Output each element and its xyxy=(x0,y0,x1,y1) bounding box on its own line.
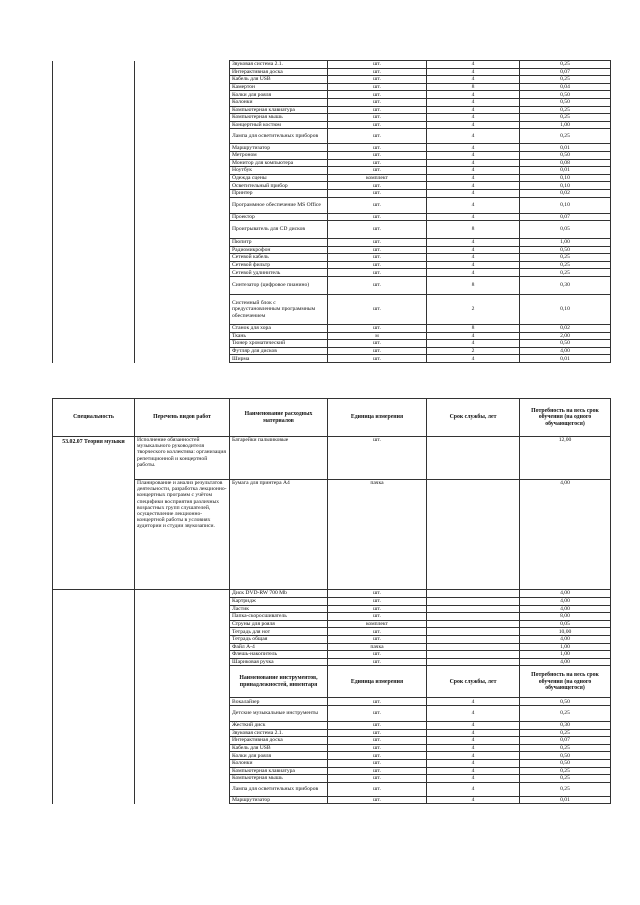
table-row xyxy=(53,775,611,783)
item-need: 0,05 xyxy=(520,620,611,628)
header-unit: Единица измерения xyxy=(328,666,427,698)
table-row xyxy=(53,605,611,613)
item-unit: шт. xyxy=(328,658,427,666)
item-unit: шт. xyxy=(328,61,427,69)
item-unit: шт. xyxy=(328,721,427,729)
item-need: 0,10 xyxy=(520,295,611,325)
item-life xyxy=(427,598,520,606)
item-life: 4 xyxy=(427,767,520,775)
item-life: 4 xyxy=(427,121,520,129)
item-need: 0,50 xyxy=(520,246,611,254)
item-name: Диск DVD-RW 700 Mb xyxy=(230,590,328,598)
item-need: 4,00 xyxy=(520,605,611,613)
item-unit: комплект xyxy=(328,174,427,182)
table-row xyxy=(53,91,611,99)
table-row xyxy=(53,76,611,84)
item-unit: пачка xyxy=(328,643,427,651)
item-need: 4,00 xyxy=(520,635,611,643)
item-need: 0,25 xyxy=(520,729,611,737)
table-row xyxy=(53,83,611,91)
item-unit: комплект xyxy=(328,620,427,628)
item-need: 0,25 xyxy=(520,269,611,277)
item-need: 0,01 xyxy=(520,796,611,804)
item-life xyxy=(427,643,520,651)
item-need: 0,25 xyxy=(520,775,611,783)
item-need: 0,25 xyxy=(520,254,611,262)
item-life: 4 xyxy=(427,752,520,760)
table-row xyxy=(53,613,611,621)
item-name: Осветительный прибор xyxy=(230,182,328,190)
item-name: Компьютерная мышь xyxy=(230,775,328,783)
item-need: 8,00 xyxy=(520,613,611,621)
item-life: 4 xyxy=(427,189,520,197)
item-need: 0,25 xyxy=(520,744,611,752)
item-unit: шт. xyxy=(328,340,427,348)
item-name: Жесткий диск xyxy=(230,721,328,729)
item-name: Лампа для осветительных приборов xyxy=(230,782,328,796)
item-name: Сетевой фильтр xyxy=(230,261,328,269)
item-unit: шт. xyxy=(328,239,427,247)
table-header-row xyxy=(53,399,611,437)
item-need: 0,50 xyxy=(520,340,611,348)
item-need: 0,25 xyxy=(520,767,611,775)
item-unit: шт. xyxy=(328,76,427,84)
item-life: 4 xyxy=(427,332,520,340)
table-row xyxy=(53,437,611,480)
table-row xyxy=(53,182,611,190)
table-row xyxy=(53,68,611,76)
specialty-code: 53.02.07 Теория музыки xyxy=(53,437,135,590)
material-name: Бумага для принтера А4 xyxy=(230,480,328,590)
item-life xyxy=(427,613,520,621)
item-name: Звуковая система 2.1. xyxy=(230,729,328,737)
item-need: 0,25 xyxy=(520,705,611,721)
item-life xyxy=(427,620,520,628)
item-life: 2 xyxy=(427,347,520,355)
item-unit: шт. xyxy=(328,796,427,804)
item-life: 4 xyxy=(427,744,520,752)
table-row xyxy=(53,106,611,114)
item-name: Сетевой удлинитель xyxy=(230,269,328,277)
item-need: 4,00 xyxy=(520,590,611,598)
item-unit: шт. xyxy=(328,782,427,796)
item-name: Тетрадь для нот xyxy=(230,628,328,636)
item-unit: шт. xyxy=(328,598,427,606)
item-need: 4,00 xyxy=(520,598,611,606)
table-row xyxy=(53,635,611,643)
item-life: 4 xyxy=(427,705,520,721)
item-need: 0,50 xyxy=(520,91,611,99)
item-name: Ластик xyxy=(230,605,328,613)
table-row xyxy=(53,332,611,340)
item-unit: шт. xyxy=(328,98,427,106)
table-row xyxy=(53,159,611,167)
item-name: Компьютерная клавиатура xyxy=(230,767,328,775)
equipment-table-continued xyxy=(52,60,611,363)
item-unit: шт. xyxy=(328,213,427,221)
material-unit: шт. xyxy=(328,437,427,480)
item-life: 4 xyxy=(427,98,520,106)
item-unit: шт. xyxy=(328,68,427,76)
item-life: 4 xyxy=(427,151,520,159)
item-need: 0,07 xyxy=(520,213,611,221)
item-name: Программное обеспечение MS Office xyxy=(230,197,328,213)
item-unit: шт. xyxy=(328,775,427,783)
table-row xyxy=(53,129,611,144)
item-unit: шт. xyxy=(328,182,427,190)
item-life: 2 xyxy=(427,295,520,325)
item-name: Интерактивная доска xyxy=(230,68,328,76)
item-life: 4 xyxy=(427,144,520,152)
item-name: Струны для рояля xyxy=(230,620,328,628)
header-need: Потребность на весь срок обучения (на одного обучающегося) xyxy=(520,666,611,698)
table-row xyxy=(53,61,611,69)
table-row xyxy=(53,114,611,122)
work-description-2: Планирование и анализ результатов деятельности, разработка лекционно-концертных программ с учётом специфики восприятия различных возрастных групп слушателей, осуществление лекционно-концертной работы в условиях аудитории и студии звукозаписи. xyxy=(135,480,230,590)
material-unit: пачка xyxy=(328,480,427,590)
item-need: 4,00 xyxy=(520,658,611,666)
table-row xyxy=(53,480,611,590)
item-unit: шт. xyxy=(328,129,427,144)
item-unit: шт. xyxy=(328,752,427,760)
item-need: 1,00 xyxy=(520,643,611,651)
item-unit: шт. xyxy=(328,698,427,706)
item-name: Проектор xyxy=(230,213,328,221)
item-need: 0,50 xyxy=(520,151,611,159)
table-row xyxy=(53,213,611,221)
table-row xyxy=(53,744,611,752)
item-name: Колки для рояля xyxy=(230,91,328,99)
item-unit: шт. xyxy=(328,221,427,239)
item-need: 0,07 xyxy=(520,68,611,76)
item-life: 8 xyxy=(427,221,520,239)
item-name: Колонки xyxy=(230,759,328,767)
item-name: Интерактивная доска xyxy=(230,737,328,745)
item-name: Колки для рояля xyxy=(230,752,328,760)
item-unit: шт. xyxy=(328,144,427,152)
table-row xyxy=(53,340,611,348)
item-unit: шт. xyxy=(328,197,427,213)
item-life: 4 xyxy=(427,114,520,122)
item-unit: шт. xyxy=(328,295,427,325)
item-unit: шт. xyxy=(328,261,427,269)
table-row xyxy=(53,737,611,745)
item-name: Камертон xyxy=(230,83,328,91)
item-unit: шт. xyxy=(328,605,427,613)
item-name: Кабель для USB xyxy=(230,744,328,752)
item-unit: шт. xyxy=(328,254,427,262)
item-life: 4 xyxy=(427,239,520,247)
item-life: 4 xyxy=(427,68,520,76)
item-life xyxy=(427,635,520,643)
item-need: 0,50 xyxy=(520,698,611,706)
table-row xyxy=(53,167,611,175)
item-life: 4 xyxy=(427,261,520,269)
item-name: Маршрутизатор xyxy=(230,144,328,152)
table-row xyxy=(53,782,611,796)
item-need: 0,05 xyxy=(520,221,611,239)
item-need: 2,00 xyxy=(520,332,611,340)
item-name: Звуковая система 2.1. xyxy=(230,61,328,69)
item-name: Сетевой кабель xyxy=(230,254,328,262)
table-row xyxy=(53,796,611,804)
header-material-name: Наименование расходных материалов xyxy=(230,399,328,437)
item-unit: шт. xyxy=(328,151,427,159)
item-unit: шт. xyxy=(328,189,427,197)
item-life: 8 xyxy=(427,325,520,333)
item-life: 4 xyxy=(427,129,520,144)
item-need: 0,10 xyxy=(520,182,611,190)
item-name: Компьютерная клавиатура xyxy=(230,106,328,114)
item-need: 0,25 xyxy=(520,106,611,114)
item-life: 4 xyxy=(427,106,520,114)
item-need: 0,25 xyxy=(520,61,611,69)
item-name: Пюпитр xyxy=(230,239,328,247)
material-need: 12,00 xyxy=(520,437,611,480)
item-life: 8 xyxy=(427,277,520,295)
table-row xyxy=(53,239,611,247)
material-need: 4,00 xyxy=(520,480,611,590)
item-name: Ткань xyxy=(230,332,328,340)
item-name: Кабель для USB xyxy=(230,76,328,84)
item-name: Принтер xyxy=(230,189,328,197)
table-row xyxy=(53,325,611,333)
table-row xyxy=(53,189,611,197)
item-need: 0,25 xyxy=(520,261,611,269)
item-life: 4 xyxy=(427,340,520,348)
item-need: 0,50 xyxy=(520,98,611,106)
item-name: Синтезатор (цифровое пианино) xyxy=(230,277,328,295)
item-life: 4 xyxy=(427,174,520,182)
item-life xyxy=(427,605,520,613)
table-row xyxy=(53,144,611,152)
header-need: Потребность на весь срок обучения (на одного обучающегося) xyxy=(520,399,611,437)
item-name: Колонки xyxy=(230,98,328,106)
item-unit: шт. xyxy=(328,705,427,721)
table-row xyxy=(53,767,611,775)
item-unit: шт. xyxy=(328,628,427,636)
item-name: Станок для хора xyxy=(230,325,328,333)
table-row xyxy=(53,705,611,721)
table-row xyxy=(53,261,611,269)
header-life: Срок службы, лет xyxy=(427,666,520,698)
item-name: Детские музыкальные инструменты xyxy=(230,705,328,721)
item-need: 0,02 xyxy=(520,325,611,333)
item-need: 0,25 xyxy=(520,114,611,122)
item-name: Ширма xyxy=(230,355,328,363)
table-header-row xyxy=(53,666,611,698)
item-need: 0,01 xyxy=(520,144,611,152)
item-name: Проигрыватель для CD дисков xyxy=(230,221,328,239)
work-description-1: Исполнение обязанностей музыкального руководителя творческого коллектива: организация репетиционной и концертной работы. xyxy=(135,437,230,480)
item-need: 1,00 xyxy=(520,121,611,129)
table-row xyxy=(53,759,611,767)
item-life xyxy=(427,628,520,636)
item-name: Футляр для дисков xyxy=(230,347,328,355)
item-name: Компьютерная мышь xyxy=(230,114,328,122)
table-row xyxy=(53,590,611,598)
table-row xyxy=(53,752,611,760)
table-row xyxy=(53,355,611,363)
item-life: 4 xyxy=(427,61,520,69)
header-tool-name: Наименование инструментов, принадлежностей, инвентаря xyxy=(230,666,328,698)
item-need: 0,30 xyxy=(520,277,611,295)
item-need: 0,50 xyxy=(520,759,611,767)
item-need: 0,01 xyxy=(520,355,611,363)
item-life xyxy=(427,651,520,659)
item-unit: шт. xyxy=(328,277,427,295)
item-life: 4 xyxy=(427,246,520,254)
item-name: Одежда сцены xyxy=(230,174,328,182)
table-row xyxy=(53,698,611,706)
item-need: 0,08 xyxy=(520,159,611,167)
table-row xyxy=(53,174,611,182)
item-unit: шт. xyxy=(328,246,427,254)
item-need: 0,25 xyxy=(520,129,611,144)
item-unit: шт. xyxy=(328,729,427,737)
item-need: 0,10 xyxy=(520,174,611,182)
item-unit: шт. xyxy=(328,767,427,775)
item-need: 0,50 xyxy=(520,752,611,760)
item-need: 0,30 xyxy=(520,721,611,729)
table-row xyxy=(53,721,611,729)
table-row xyxy=(53,221,611,239)
item-life: 4 xyxy=(427,197,520,213)
item-name: Файл А-4 xyxy=(230,643,328,651)
item-name: Системный блок с предустановленным программным обеспечением xyxy=(230,295,328,325)
item-name: Монитор для компьютера xyxy=(230,159,328,167)
item-life: 4 xyxy=(427,698,520,706)
table-row xyxy=(53,620,611,628)
item-name: Маршрутизатор xyxy=(230,796,328,804)
item-unit: шт. xyxy=(328,590,427,598)
material-life xyxy=(427,437,520,480)
item-unit: шт. xyxy=(328,269,427,277)
item-name: Тетрадь общая xyxy=(230,635,328,643)
item-need: 0,04 xyxy=(520,83,611,91)
item-name: Ноутбук xyxy=(230,167,328,175)
item-need: 10,00 xyxy=(520,628,611,636)
item-unit: шт. xyxy=(328,635,427,643)
item-name: Шариковая ручка xyxy=(230,658,328,666)
table-row xyxy=(53,254,611,262)
item-life: 4 xyxy=(427,759,520,767)
item-name: Вокалайзер xyxy=(230,698,328,706)
table-row xyxy=(53,295,611,325)
item-life: 4 xyxy=(427,269,520,277)
item-name: Концертный костюм xyxy=(230,121,328,129)
item-life: 4 xyxy=(427,775,520,783)
item-need: 0,25 xyxy=(520,76,611,84)
item-life: 4 xyxy=(427,721,520,729)
table-row xyxy=(53,246,611,254)
item-unit: шт. xyxy=(328,159,427,167)
table-row xyxy=(53,269,611,277)
item-unit: шт. xyxy=(328,355,427,363)
item-unit: шт. xyxy=(328,91,427,99)
item-life: 4 xyxy=(427,182,520,190)
table-row xyxy=(53,628,611,636)
item-need: 0,02 xyxy=(520,189,611,197)
item-name: Тюнер хроматический xyxy=(230,340,328,348)
table-row xyxy=(53,98,611,106)
table-row xyxy=(53,658,611,666)
item-unit: шт. xyxy=(328,83,427,91)
item-need: 4,00 xyxy=(520,347,611,355)
item-life: 4 xyxy=(427,782,520,796)
table-row xyxy=(53,197,611,213)
item-life: 4 xyxy=(427,254,520,262)
table-row xyxy=(53,347,611,355)
item-life: 4 xyxy=(427,729,520,737)
item-unit: шт. xyxy=(328,759,427,767)
item-name: Радиомикрофон xyxy=(230,246,328,254)
item-unit: шт. xyxy=(328,106,427,114)
table-row xyxy=(53,643,611,651)
specialty-table xyxy=(52,398,611,804)
item-life: 4 xyxy=(427,159,520,167)
header-works: Перечень видов работ xyxy=(135,399,230,437)
item-life: 4 xyxy=(427,737,520,745)
item-life: 4 xyxy=(427,213,520,221)
table-row xyxy=(53,729,611,737)
table-row xyxy=(53,151,611,159)
item-unit: шт. xyxy=(328,167,427,175)
item-name: Флешь-накопитель xyxy=(230,651,328,659)
item-life xyxy=(427,658,520,666)
item-unit: шт. xyxy=(328,744,427,752)
table-row xyxy=(53,121,611,129)
item-need: 0,07 xyxy=(520,737,611,745)
header-life: Срок службы, лет xyxy=(427,399,520,437)
item-life: 4 xyxy=(427,355,520,363)
item-life xyxy=(427,590,520,598)
item-name: Лампа для осветительных приборов xyxy=(230,129,328,144)
item-life: 4 xyxy=(427,91,520,99)
item-need: 1,00 xyxy=(520,651,611,659)
item-unit: шт. xyxy=(328,121,427,129)
item-life: 8 xyxy=(427,83,520,91)
item-unit: шт. xyxy=(328,737,427,745)
item-life: 4 xyxy=(427,76,520,84)
item-need: 0,01 xyxy=(520,167,611,175)
item-unit: шт. xyxy=(328,114,427,122)
item-life: 4 xyxy=(427,167,520,175)
table-row xyxy=(53,651,611,659)
item-unit: шт. xyxy=(328,347,427,355)
item-unit: шт. xyxy=(328,651,427,659)
item-need: 0,10 xyxy=(520,197,611,213)
item-unit: шт. xyxy=(328,325,427,333)
item-name: Папка-скоросшиватель xyxy=(230,613,328,621)
material-life xyxy=(427,480,520,590)
item-need: 0,25 xyxy=(520,782,611,796)
table-row xyxy=(53,598,611,606)
item-life: 4 xyxy=(427,796,520,804)
item-name: Картридж xyxy=(230,598,328,606)
header-unit: Единица измерения xyxy=(328,399,427,437)
header-specialty: Специальность xyxy=(53,399,135,437)
item-unit: шт. xyxy=(328,613,427,621)
table-row xyxy=(53,277,611,295)
item-need: 1,00 xyxy=(520,239,611,247)
material-name: Батарейки пальчиковые xyxy=(230,437,328,480)
item-name: Метроном xyxy=(230,151,328,159)
item-unit: м xyxy=(328,332,427,340)
